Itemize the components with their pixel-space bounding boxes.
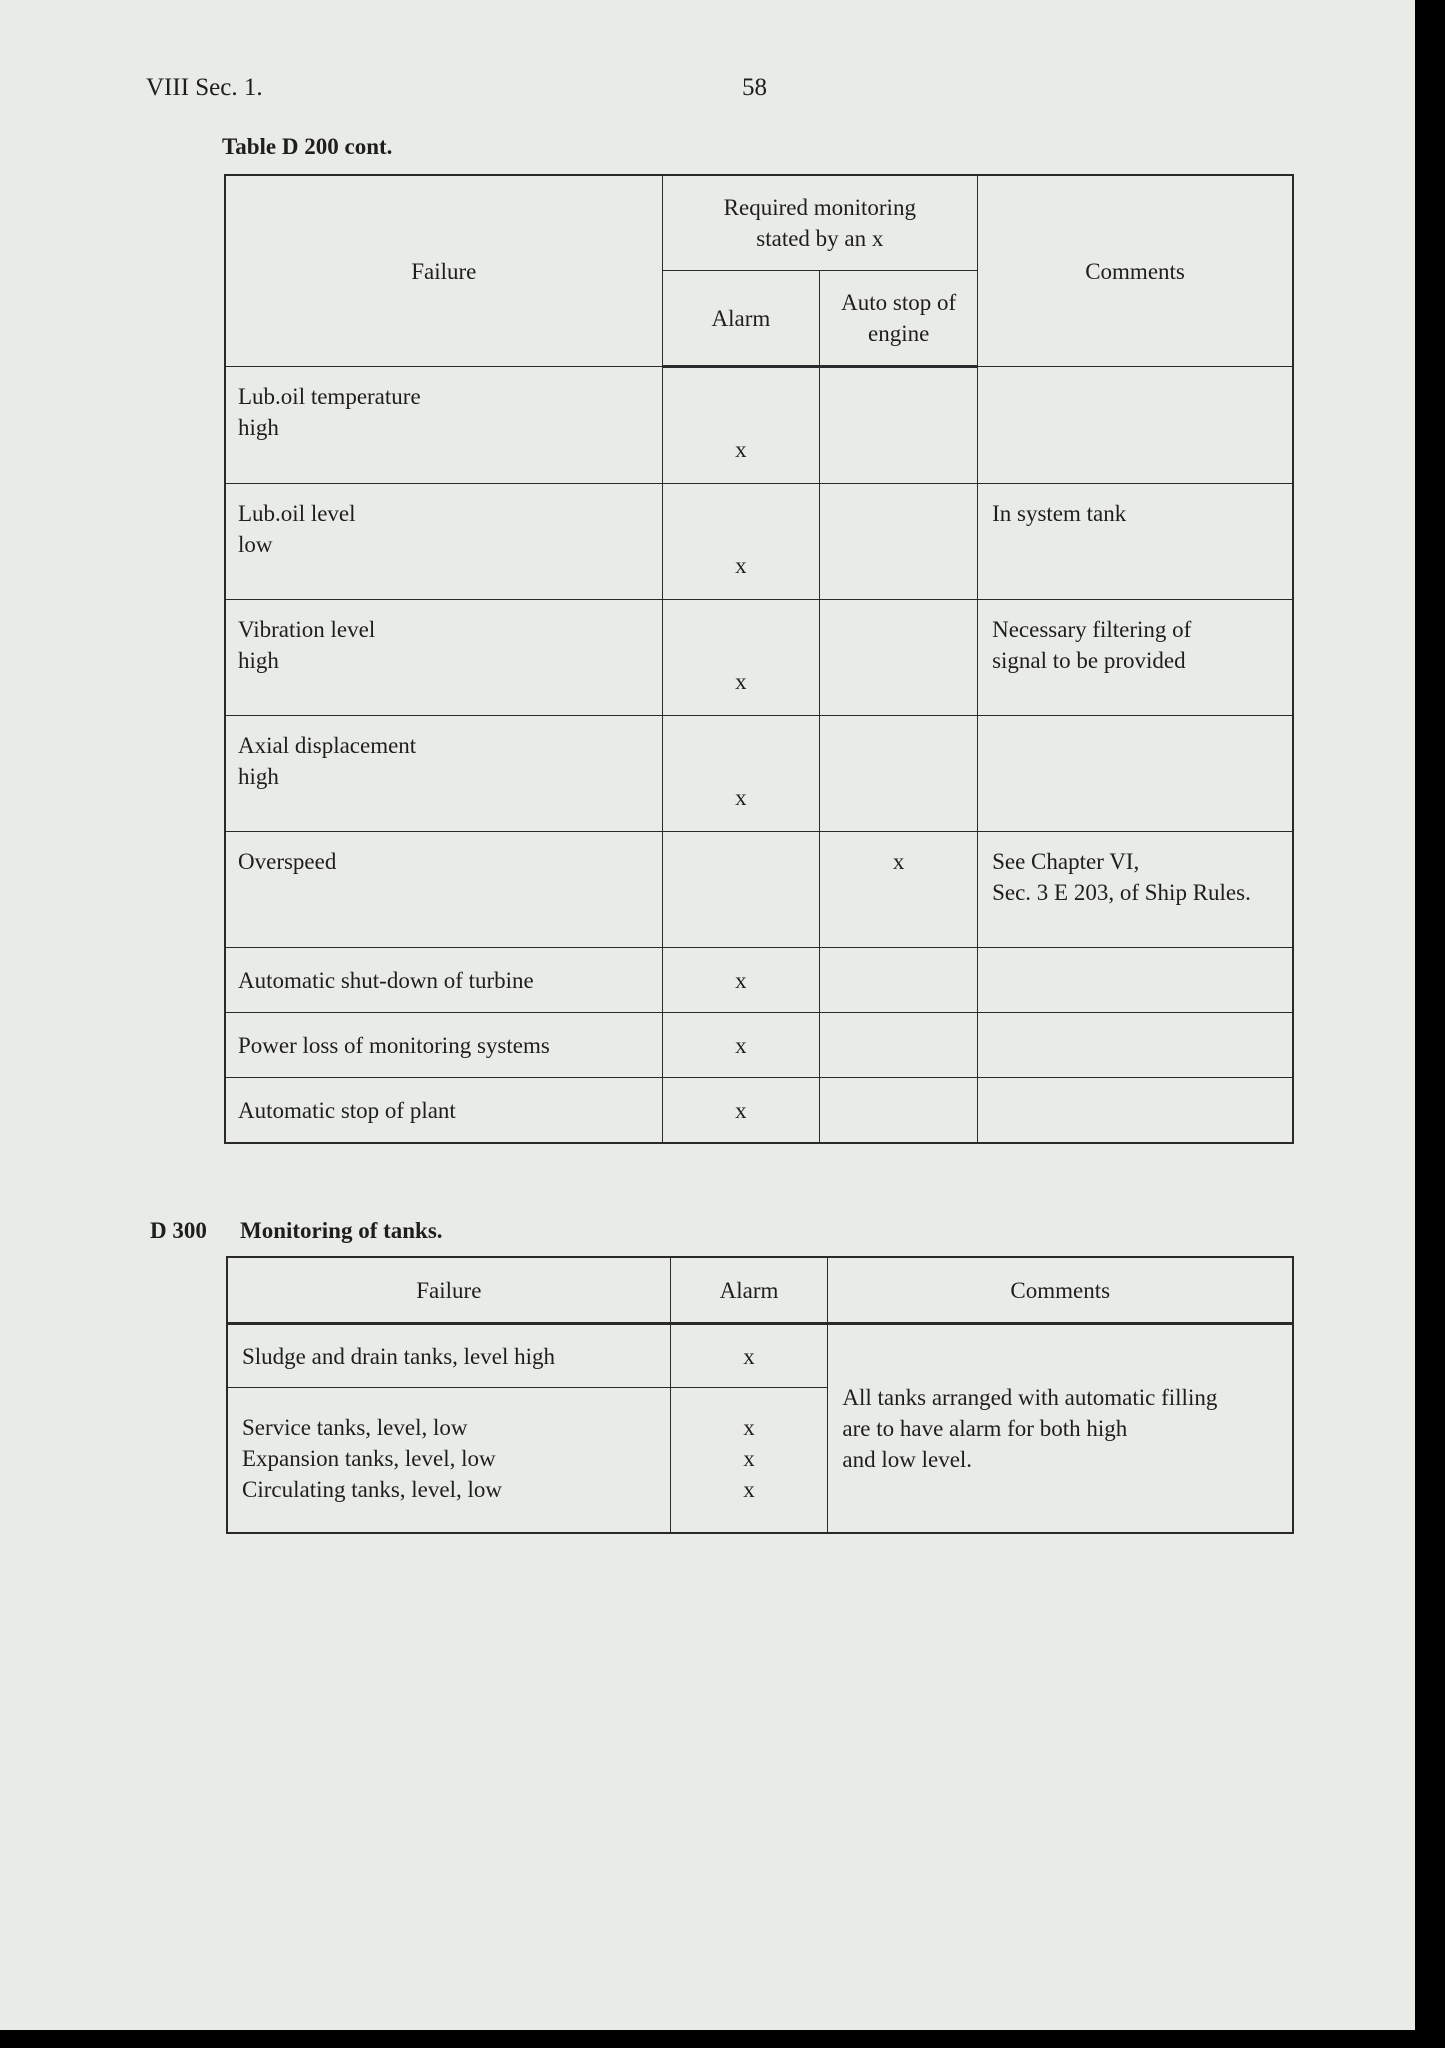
auto-stop-cell [820, 484, 978, 600]
alarm-cell: x [662, 1013, 820, 1078]
auto-stop-cell: x [820, 832, 978, 948]
alarm-cell: x [662, 484, 820, 600]
alarm-cell: x x x [670, 1388, 828, 1534]
table-row [225, 1013, 1293, 1078]
header-required-monitoring: Required monitoring stated by an x [662, 175, 978, 271]
auto-stop-cell [820, 1013, 978, 1078]
failure-cell: Vibration level high [225, 600, 662, 716]
failure-cell: Automatic stop of plant [225, 1078, 662, 1144]
failure-cell: Lub.oil temperature high [225, 367, 662, 484]
table-d300 [226, 1256, 1294, 1534]
alarm-cell: x [662, 367, 820, 484]
table-row [225, 832, 1293, 948]
failure-cell: Automatic shut-down of turbine [225, 948, 662, 1013]
section-header: VIII Sec. 1. [146, 74, 263, 101]
table-row [227, 1324, 1293, 1388]
comments-cell: In system tank [978, 484, 1293, 600]
alarm-cell: x [662, 716, 820, 832]
header-comments: Comments [828, 1257, 1293, 1324]
table-row [225, 367, 1293, 484]
table-row [225, 716, 1293, 832]
failure-cell: Axial displacement high [225, 716, 662, 832]
table-row [225, 484, 1293, 600]
alarm-cell: x [670, 1324, 828, 1388]
failure-cell: Overspeed [225, 832, 662, 948]
alarm-cell [662, 832, 820, 948]
header-alarm: Alarm [670, 1257, 828, 1324]
failure-cell: Service tanks, level, low Expansion tanks, level, low Circulating tanks, level, low [227, 1388, 670, 1534]
section-number: D 300 [150, 1218, 207, 1243]
comments-cell: Necessary filtering of signal to be provided [978, 600, 1293, 716]
failure-cell: Lub.oil level low [225, 484, 662, 600]
header-auto-stop: Auto stop of engine [820, 271, 978, 367]
alarm-cell: x [662, 1078, 820, 1144]
comments-cell [978, 1013, 1293, 1078]
comments-cell [978, 367, 1293, 484]
alarm-cell: x [662, 948, 820, 1013]
auto-stop-cell [820, 367, 978, 484]
page-number: 58 [742, 74, 767, 101]
failure-cell: Sludge and drain tanks, level high [227, 1324, 670, 1388]
table-row [225, 600, 1293, 716]
table-row [225, 948, 1293, 1013]
failure-cell: Power loss of monitoring systems [225, 1013, 662, 1078]
alarm-cell: x [662, 600, 820, 716]
section-title: Monitoring of tanks. [240, 1218, 443, 1243]
table-row [225, 1078, 1293, 1144]
comments-cell [978, 1078, 1293, 1144]
comments-cell: All tanks arranged with automatic filling are to have alarm for both high and low level. [828, 1324, 1293, 1534]
table1-caption: Table D 200 cont. [222, 134, 393, 159]
auto-stop-cell [820, 1078, 978, 1144]
header-failure: Failure [227, 1257, 670, 1324]
comments-cell: See Chapter VI, Sec. 3 E 203, of Ship Rules. [978, 832, 1293, 948]
header-comments: Comments [978, 175, 1293, 367]
header-alarm: Alarm [662, 271, 820, 367]
auto-stop-cell [820, 600, 978, 716]
table-d200 [224, 174, 1294, 1144]
auto-stop-cell [820, 716, 978, 832]
comments-cell [978, 948, 1293, 1013]
auto-stop-cell [820, 948, 978, 1013]
comments-cell [978, 716, 1293, 832]
header-failure: Failure [225, 175, 662, 367]
